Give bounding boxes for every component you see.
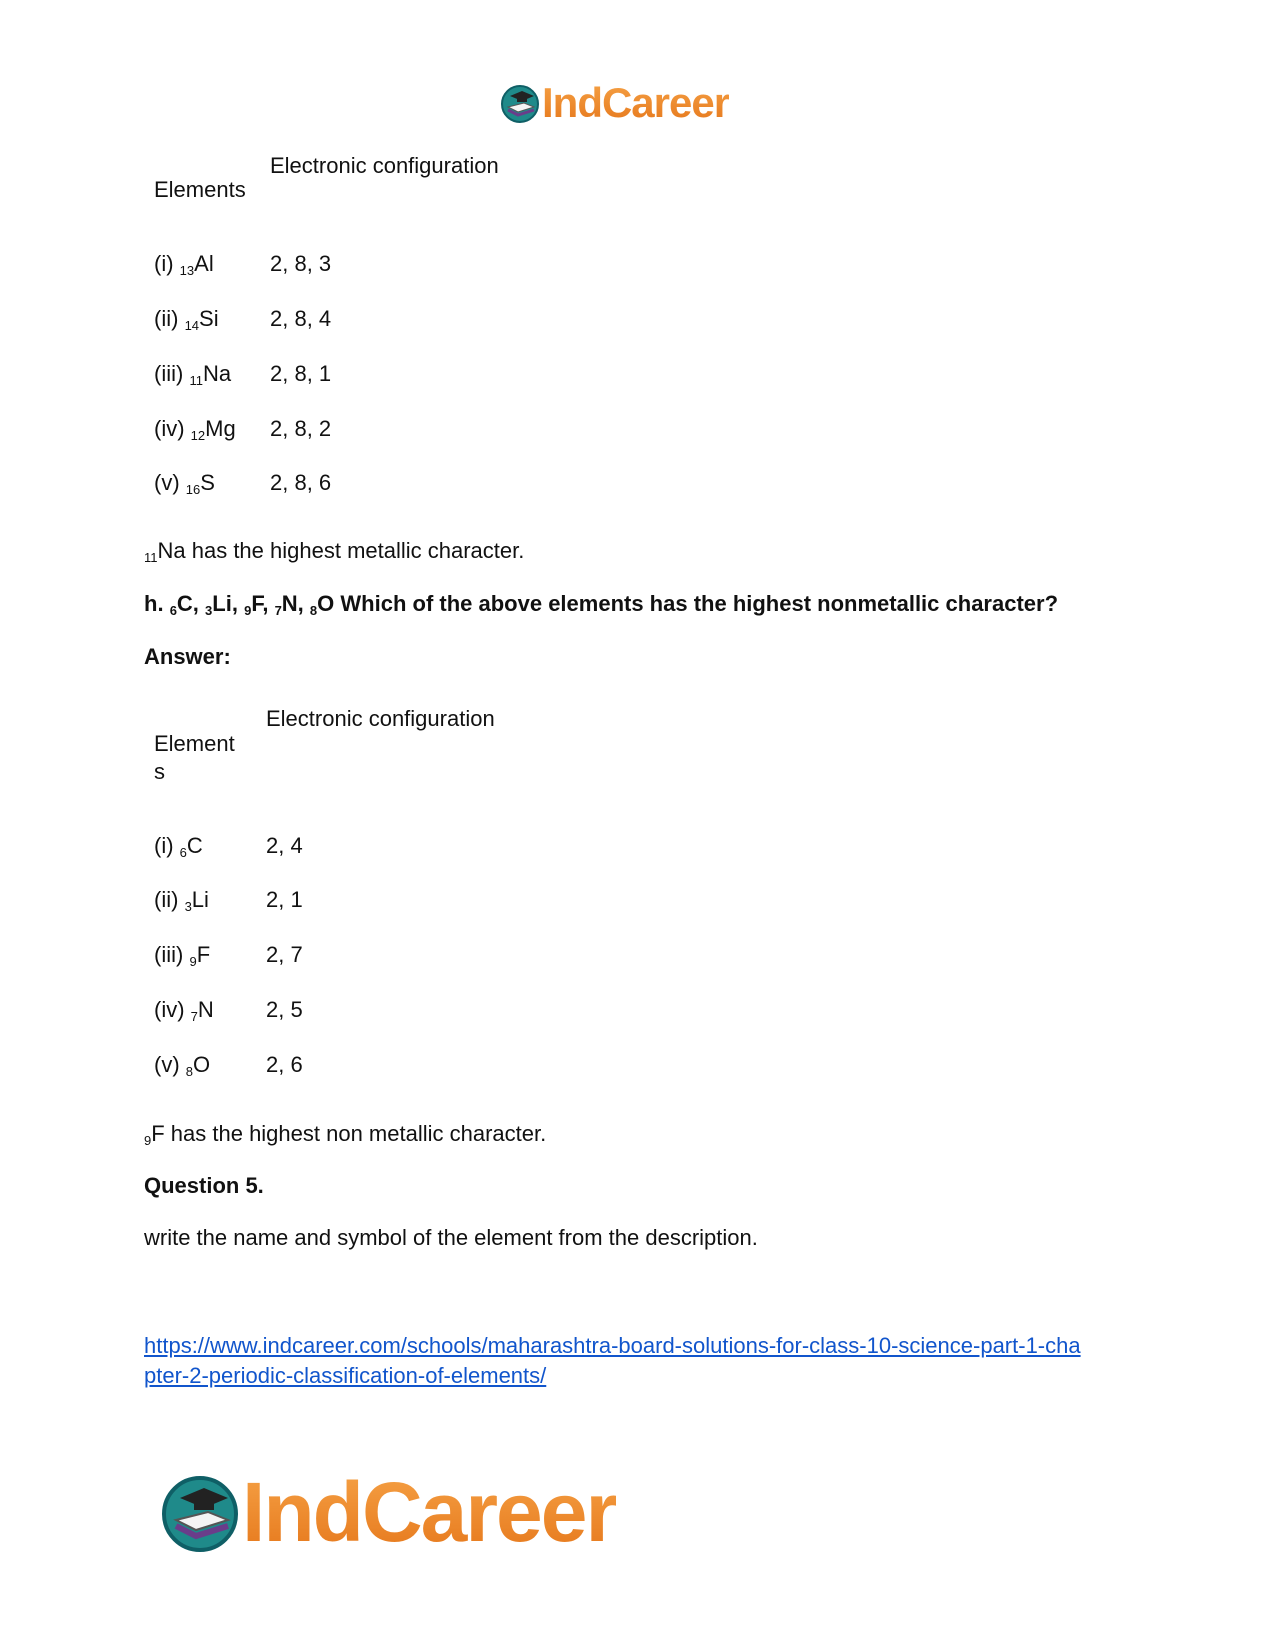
table-row: (i) $_6$C [154, 833, 203, 860]
table-row: (iii) $_{11}$Na [154, 361, 232, 388]
table-cell-config: 2, 8, 6 [270, 470, 332, 495]
table2-header-elements-wrap: s [154, 759, 165, 784]
footer-link-line-1[interactable]: https://www.indcareer.com/schools/maharashtra-board-solutions-for-class-10-science-part-1-cha [144, 1333, 1081, 1358]
graduation-cap-book-globe-icon [500, 83, 540, 123]
table-cell-config: 2, 5 [266, 997, 303, 1022]
graduation-cap-book-globe-icon [160, 1472, 240, 1552]
answer-label: Answer: [144, 644, 231, 669]
footer-link[interactable] [144, 1331, 1081, 1391]
table-cell-config: 2, 4 [266, 833, 303, 858]
table-row: (i) $_{13}$Al [154, 251, 214, 278]
table-cell-config: 2, 8, 2 [270, 416, 332, 441]
question-5-text: write the name and symbol of the element from the description. [144, 1225, 758, 1250]
table-row: (iv) $_7$N [154, 997, 214, 1024]
table-cell-config: 2, 6 [266, 1052, 303, 1077]
table-row: (ii) $_3$Li [154, 887, 209, 914]
table-cell-config: 2, 8, 4 [270, 306, 332, 331]
conclusion-metallic: $_{11}$Na has the highest metallic character. [144, 538, 525, 565]
table-row: (iv) $_{12}$Mg [154, 416, 236, 443]
table-row: (v) $_8$O [154, 1052, 211, 1079]
table-cell-config: 2, 8, 1 [270, 361, 332, 386]
table2-header-config: Electronic configuration [266, 706, 495, 731]
conclusion-nonmetallic: $_9$F has the highest non metallic character. [144, 1121, 547, 1148]
footer-link-line-2[interactable]: pter-2-periodic-classification-of-elements/ [144, 1363, 547, 1388]
table-cell-config: 2, 1 [266, 887, 303, 912]
table-row: (ii) $_{14}$Si [154, 306, 219, 333]
footer-logo [160, 1464, 617, 1559]
table2-header-elements: Element [154, 731, 235, 756]
brand-name: IndCareer [542, 79, 730, 126]
header-logo [500, 80, 729, 126]
table1-header-config: Electronic configuration [270, 153, 499, 178]
table-cell-config: 2, 8, 3 [270, 251, 332, 276]
table-row: (v) $_{16}$S [154, 470, 215, 497]
table-cell-config: 2, 7 [266, 942, 303, 967]
table1-header-elements: Elements [154, 177, 246, 202]
question-h: h. $_6$C, $_3$Li, $_9$F, $_7$N, $_8$O Which of the above elements has the highest nonmetallic character? [144, 591, 1059, 618]
table-row: (iii) $_9$F [154, 942, 211, 969]
brand-name: IndCareer [242, 1464, 617, 1559]
question-5-title: Question 5. [144, 1173, 264, 1198]
